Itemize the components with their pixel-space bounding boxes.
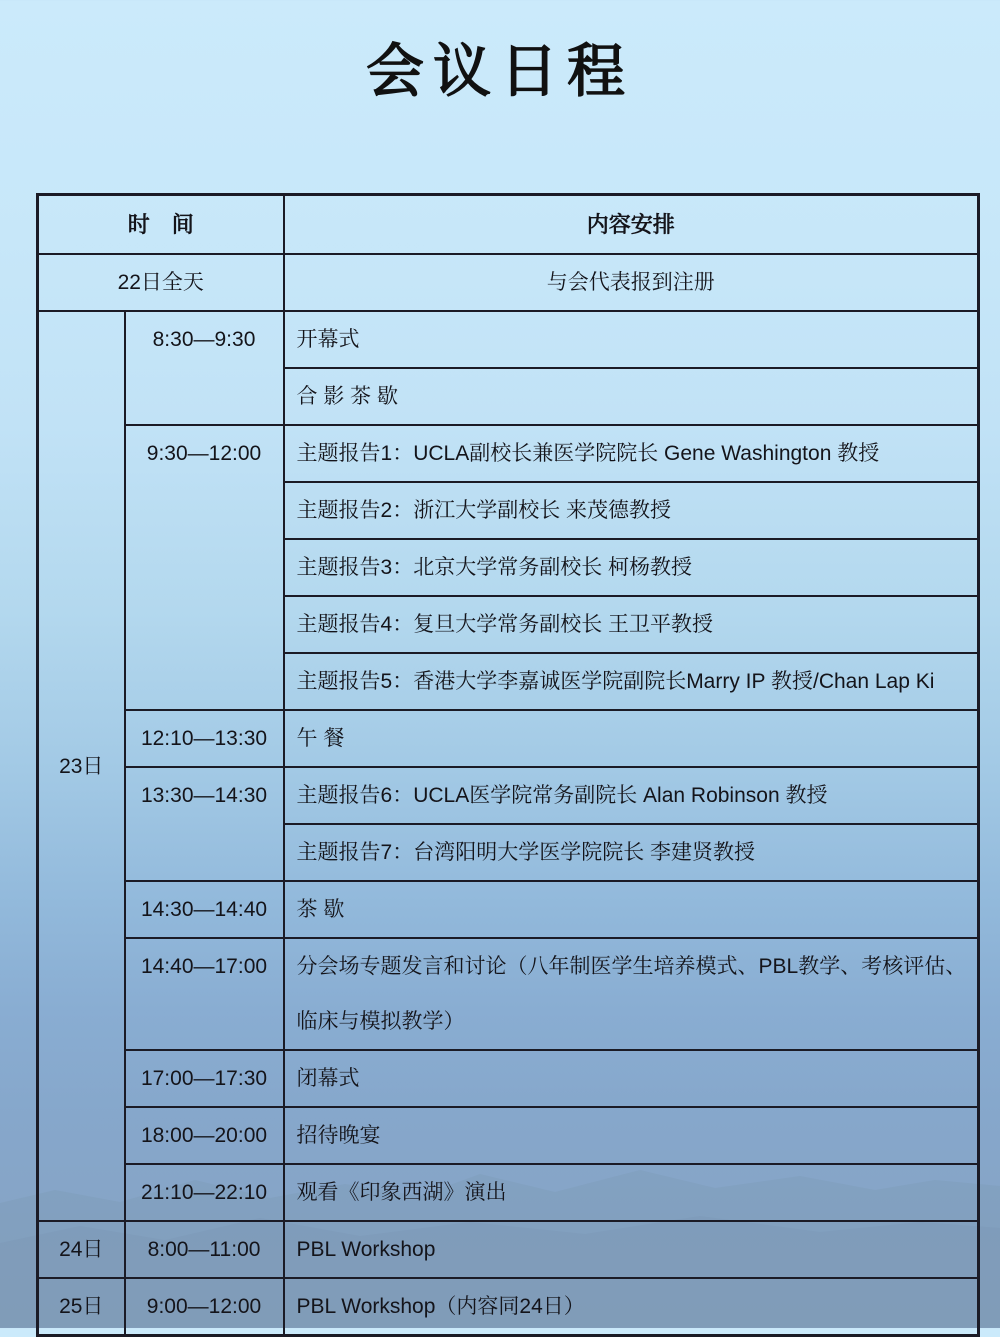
time-cell: 18:00—20:00: [125, 1107, 284, 1164]
table-row: [38, 767, 979, 824]
content-cell: 主题报告6：UCLA医学院常务副院长 Alan Robinson 教授: [284, 767, 979, 824]
content-cell: 主题报告3：北京大学常务副校长 柯杨教授: [284, 539, 979, 596]
day24-cell: 24日: [38, 1221, 125, 1278]
row-day25: [38, 1278, 979, 1336]
content-cell: PBL Workshop: [284, 1221, 979, 1278]
row-day24: [38, 1221, 979, 1278]
table-row: [38, 881, 979, 938]
table-row: [38, 1107, 979, 1164]
time-cell: 12:10—13:30: [125, 710, 284, 767]
table-row: [38, 311, 979, 368]
content-cell: 主题报告5：香港大学李嘉诚医学院副院长Marry IP 教授/Chan Lap Ki: [284, 653, 979, 710]
content-cell: 主题报告7：台湾阳明大学医学院院长 李建贤教授: [284, 824, 979, 881]
content-cell: 合 影 茶 歇: [284, 368, 979, 425]
content-cell: 主题报告2：浙江大学副校长 来茂德教授: [284, 482, 979, 539]
time-cell: 9:00—12:00: [125, 1278, 284, 1336]
time-cell: 8:00—11:00: [125, 1221, 284, 1278]
content-cell: PBL Workshop（内容同24日）: [284, 1278, 979, 1336]
registration-cell: 与会代表报到注册: [284, 254, 979, 311]
day23-cell: 23日: [38, 311, 125, 1221]
header-time-cell: 时 间: [38, 195, 284, 255]
time-cell: 14:40—17:00: [125, 938, 284, 1050]
table-row: [38, 710, 979, 767]
table-row: [38, 425, 979, 482]
content-cell: 分会场专题发言和讨论（八年制医学生培养模式、PBL教学、考核评估、临床与模拟教学）: [284, 938, 979, 1050]
content-cell: 开幕式: [284, 311, 979, 368]
content-cell: 闭幕式: [284, 1050, 979, 1107]
day25-cell: 25日: [38, 1278, 125, 1336]
time-cell: 17:00—17:30: [125, 1050, 284, 1107]
header-content-cell: 内容安排: [284, 195, 979, 255]
time-cell: 21:10—22:10: [125, 1164, 284, 1221]
header-row: [38, 195, 979, 255]
table-row: [38, 1050, 979, 1107]
time-cell: 13:30—14:30: [125, 767, 284, 881]
content-cell: 午 餐: [284, 710, 979, 767]
row-registration: [38, 254, 979, 311]
content-cell: 主题报告4：复旦大学常务副校长 王卫平教授: [284, 596, 979, 653]
schedule-table: [36, 193, 980, 1337]
table-row: [38, 1164, 979, 1221]
content-cell: 招待晚宴: [284, 1107, 979, 1164]
content-cell: 主题报告1：UCLA副校长兼医学院院长 Gene Washington 教授: [284, 425, 979, 482]
content-cell: 观看《印象西湖》演出: [284, 1164, 979, 1221]
page-title: 会议日程: [365, 39, 634, 104]
table-row: [38, 938, 979, 1050]
day22-cell: 22日全天: [38, 254, 284, 311]
content-cell: 茶 歇: [284, 881, 979, 938]
time-cell: 8:30—9:30: [125, 311, 284, 425]
time-cell: 9:30—12:00: [125, 425, 284, 710]
time-cell: 14:30—14:40: [125, 881, 284, 938]
